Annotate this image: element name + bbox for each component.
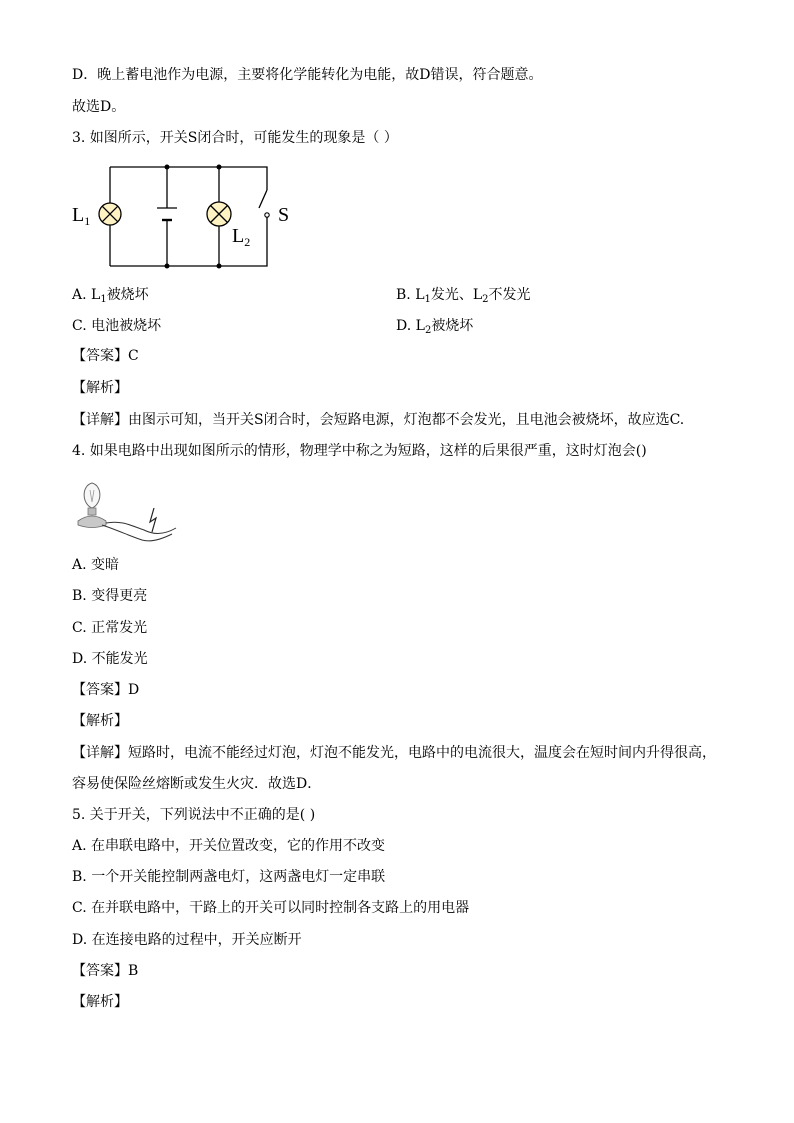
q3-option-c: C. 电池被烧坏 <box>72 318 162 334</box>
q4-option-b: B. 变得更亮 <box>72 588 148 604</box>
label-l1: $L_1$ <box>72 204 91 228</box>
label-l2: $L_2$ <box>232 225 251 249</box>
q3-detail: 【详解】由图示可知，当开关S闭合时，会短路电源，灯泡都不会发光，且电池会被烧坏，故应选C. <box>72 412 685 428</box>
q3-option-a: A. $L_1$被烧坏 <box>72 287 149 305</box>
spark-icon <box>150 508 156 532</box>
text-line: 故选D。 <box>72 99 126 115</box>
circuit-diagram <box>70 160 300 272</box>
junction-dot <box>217 165 222 170</box>
q5-option-d: D. 在连接电路的过程中，开关应断开 <box>72 932 302 948</box>
q4-option-d: D. 不能发光 <box>72 651 148 667</box>
junction-dot <box>217 264 222 269</box>
switch-s-icon <box>259 190 269 217</box>
q5-answer: 【答案】B <box>72 963 139 979</box>
q5-option-b: B. 一个开关能控制两盏电灯，这两盏电灯一定串联 <box>72 869 386 885</box>
lamp-l2-icon <box>207 202 231 226</box>
q3-option-d: D. $L_2$被烧坏 <box>396 318 474 336</box>
q4-answer: 【答案】D <box>72 682 140 698</box>
text-line: D．晚上蓄电池作为电源，主要将化学能转化为电能，故D错误，符合题意。 <box>72 67 543 83</box>
junction-dot <box>165 165 170 170</box>
q5-option-a: A. 在串联电路中，开关位置改变，它的作用不改变 <box>72 838 386 854</box>
question-5: 5. 关于开关，下列说法中不正确的是( ) <box>72 807 316 823</box>
q3-analysis: 【解析】 <box>72 380 128 396</box>
q4-analysis: 【解析】 <box>72 713 128 729</box>
label-s: S <box>278 204 290 226</box>
question-3: 3. 如图所示，开关S闭合时，可能发生的现象是（ ） <box>72 130 398 146</box>
lamp-l1-icon <box>99 203 121 225</box>
q5-option-c: C. 在并联电路中，干路上的开关可以同时控制各支路上的用电器 <box>72 900 470 916</box>
q4-detail-cont: 容易使保险丝熔断或发生火灾．故选D． <box>72 776 322 792</box>
q4-option-a: A. 变暗 <box>72 557 120 573</box>
lamp-short-circuit-figure <box>72 478 184 548</box>
junction-dot <box>165 264 170 269</box>
light-bulb-icon <box>78 483 106 528</box>
q4-option-c: C. 正常发光 <box>72 620 148 636</box>
q5-analysis: 【解析】 <box>72 994 128 1010</box>
q3-answer: 【答案】C <box>72 348 139 364</box>
question-4: 4. 如果电路中出现如图所示的情形，物理学中称之为短路，这样的后果很严重，这时灯泡会() <box>72 443 647 459</box>
q3-option-b: B. $L_1$发光、$L_2$不发光 <box>396 287 531 305</box>
q4-detail: 【详解】短路时，电流不能经过灯泡，灯泡不能发光，电路中的电流很大，温度会在短时间内升得很高， <box>72 745 716 761</box>
